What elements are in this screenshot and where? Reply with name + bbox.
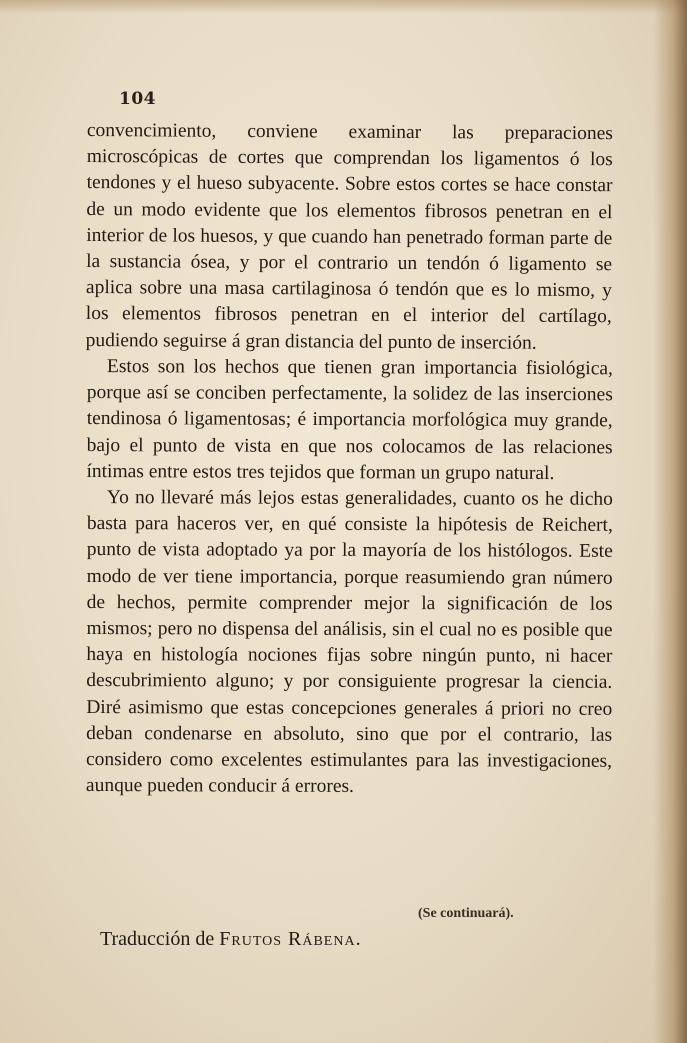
continuation-note: (Se continuará).: [418, 906, 514, 921]
page-binding-shadow: [653, 0, 687, 1043]
translator-credit: [100, 928, 362, 951]
paragraph-3: Yo no llevaré más lejos estas generalidades, cuanto os he dicho basta para haceros ver, en qué consiste la hipótesis de Reichert, punto de vista adoptado ya por la mayoría de los histólogos. Este modo de ver tiene importancia, porque reasumiendo gran número de hechos, permite comprender mejor la significación de los mismos; pero no dispensa del análisis, sin el cual no es posible que haya en histología nociones fijas sobre ningún punto, ni hacer descubrimiento alguno; y por consiguiente progresar la ciencia. Diré asimismo que estas concepciones generales á priori no creo deban condenarse en absoluto, sino que por el contrario, las considero como excelentes estimulantes para las investigaciones, aunque pueden conducir á errores.: [85, 486, 613, 798]
translator-name: Frutos Rábena.: [219, 928, 362, 950]
page-number: 104: [119, 89, 156, 109]
paragraph-2: Estos son los hechos que tienen gran importancia fisiológica, porque así se conciben perfectamente, la solidez de las inserciones tendinosa ó ligamentosas; é importancia morfológica muy grande, bajo el punto de vista en que nos colocamos de las relaciones íntimas entre estos tres tejidos que forman un grupo natural.: [86, 355, 613, 484]
page-top-shadow: [0, 0, 687, 14]
body-text: [87, 118, 613, 799]
paragraph-1: convencimiento, conviene examinar las preparaciones microscópicas de cortes que comprendan los ligamentos ó los tendones y el hueso subyacente. Sobre estos cortes se hace constar de un modo evidente que los elementos fibrosos penetran en el interior de los huesos, y que cuando han penetrado forman parte de la sustancia ósea, y por el contrario un tendón ó ligamento se aplica sobre una masa cartilaginosa ó tendón que es lo mismo, y los elementos fibrosos penetran en el interior del cartílago, pudiendo seguirse á gran distancia del punto de inserción.: [85, 119, 613, 354]
translator-prefix: Traducción de: [100, 928, 215, 950]
